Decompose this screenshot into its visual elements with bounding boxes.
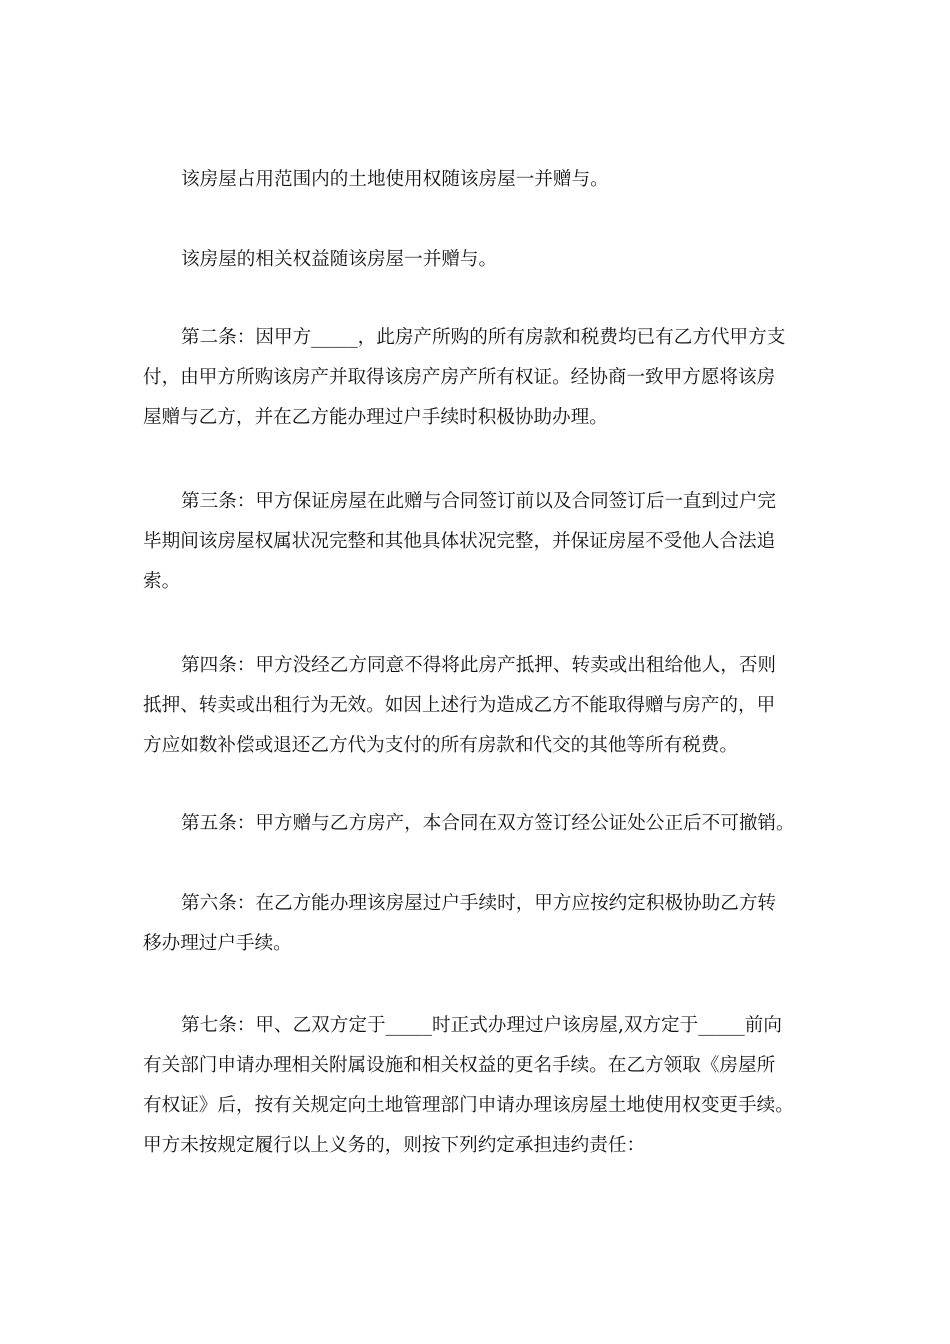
paragraph-article-6 <box>143 884 813 964</box>
text-line: 第五条：甲方赠与乙方房产，本合同在双方签订经公证处公正后不可撤销。 <box>181 813 795 834</box>
text-line: 索。 <box>143 571 181 592</box>
text-line: 付，由甲方所购该房产并取得该房产房产所有权证。经协商一致甲方愿将该房 <box>143 367 776 388</box>
text-line: 第六条：在乙方能办理该房屋过户手续时，甲方应按约定积极协助乙方转 <box>181 893 777 914</box>
paragraph-related-rights <box>143 240 813 280</box>
text-line: 移办理过户手续。 <box>143 933 292 954</box>
paragraph-land-use-right <box>143 160 813 200</box>
text-line: 有关部门申请办理相关附属设施和相关权益的更名手续。在乙方领取《房屋所 <box>143 1055 776 1076</box>
text-line: 抵押、转卖或出租行为无效。如因上述行为造成乙方不能取得赠与房产的，甲 <box>143 695 776 716</box>
text-line: 第七条：甲、乙双方定于_____时正式办理过户该房屋,双方定于_____前向 <box>181 1015 782 1036</box>
paragraph-article-3 <box>143 482 813 602</box>
text-line: 该房屋的相关权益随该房屋一并赠与。 <box>181 249 498 270</box>
paragraph-article-4 <box>143 646 813 766</box>
text-line: 该房屋占用范围内的土地使用权随该房屋一并赠与。 <box>181 169 609 190</box>
text-line: 屋赠与乙方，并在乙方能办理过户手续时积极协助办理。 <box>143 407 608 428</box>
paragraph-article-2 <box>143 318 813 438</box>
text-line: 有权证》后，按有关规定向土地管理部门申请办理该房屋土地使用权变更手续。 <box>143 1095 794 1116</box>
paragraph-article-5 <box>143 804 813 844</box>
text-line: 毕期间该房屋权属状况完整和其他具体状况完整，并保证房屋不受他人合法追 <box>143 531 776 552</box>
text-line: 甲方未按规定履行以上义务的，则按下列约定承担违约责任： <box>143 1135 646 1156</box>
text-line: 方应如数补偿或退还乙方代为支付的所有房款和代交的其他等所有税费。 <box>143 735 739 756</box>
paragraph-article-7 <box>143 1006 813 1166</box>
text-line: 第三条：甲方保证房屋在此赠与合同签订前以及合同签订后一直到过户完 <box>181 491 777 512</box>
text-line: 第四条：甲方没经乙方同意不得将此房产抵押、转卖或出租给他人，否则 <box>181 655 777 676</box>
text-line: 第二条：因甲方_____，此房产所购的所有房款和税费均已有乙方代甲方支 <box>181 327 786 348</box>
